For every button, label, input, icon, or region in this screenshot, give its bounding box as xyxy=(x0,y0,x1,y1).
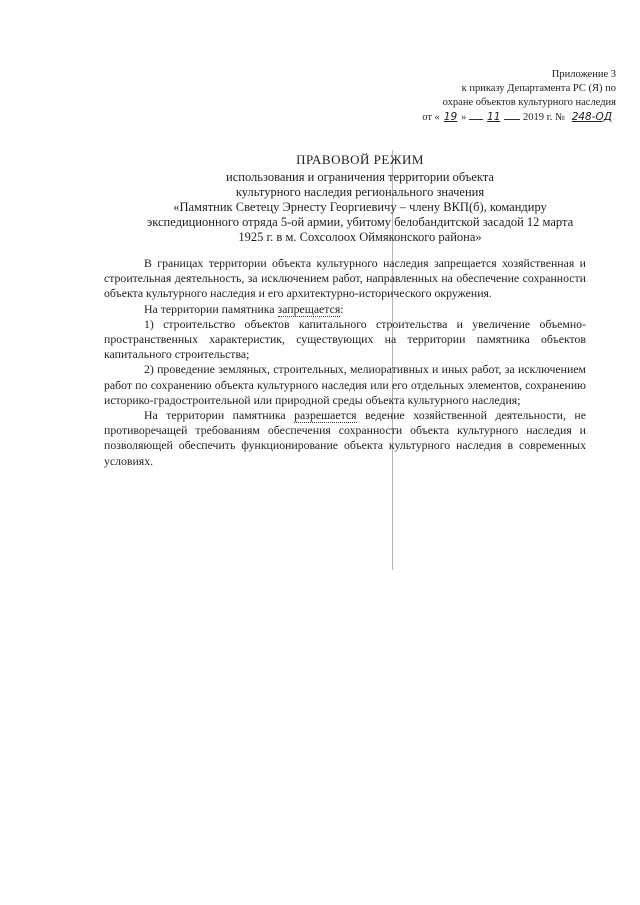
order-number: 248-ОД xyxy=(571,111,612,123)
appendix-header xyxy=(422,68,616,125)
subtitle-line: 1925 г. в м. Сохсолоох Оймяконского района» xyxy=(238,230,482,244)
appendix-number: Приложение 3 xyxy=(551,69,616,80)
subtitle-line: культурного наследия регионального значения xyxy=(235,185,485,199)
date-mid: » xyxy=(461,112,470,123)
prohibited-colon: : xyxy=(340,301,344,316)
subtitle-line: использования и ограничения территории объекта xyxy=(226,170,494,184)
permitted-word: разрешается xyxy=(294,408,357,423)
subtitle-line: экспедиционного отряда 5-ой армии, убитому белобандитской засадой 12 марта xyxy=(146,215,574,229)
document-subtitle xyxy=(140,170,580,245)
paragraph-prohibited-heading xyxy=(104,302,586,317)
document-title: ПРАВОВОЙ РЕЖИМ xyxy=(296,152,424,167)
paragraph-permitted xyxy=(104,408,586,469)
appendix-department: охране объектов культурного наследия xyxy=(442,97,616,108)
appendix-date-line xyxy=(422,110,616,125)
paragraph-item-2: 2) проведение земляных, строительных, мелиоративных и иных работ, за исключением работ по сохранению объекта культурного наследия или его отдельных элементов, сохранению историко-градостроительной или природной среды объекта культурного наследия; xyxy=(104,362,586,407)
date-prefix: от « xyxy=(422,112,440,123)
permitted-text: ведение хозяйственной деятельности, не противоречащей требованиям обеспечения сохранности объекта культурного наследия и позволяющей обеспечить функционирование объекта культурного наследия в современных условиях. xyxy=(104,408,586,468)
paragraph-prohibition-general: В границах территории объекта культурного наследия запрещается хозяйственная и строительная деятельность, за исключением работ, направленных на обеспечение сохранности объекта культурного наследия и его архитектурно-исторического окружения. xyxy=(104,256,586,301)
date-month: 11 xyxy=(487,111,501,123)
date-year: 2019 г. № xyxy=(523,112,566,123)
appendix-order-ref: к приказу Департамента РС (Я) по xyxy=(461,83,616,94)
permitted-prefix: На территории памятника xyxy=(144,408,295,423)
date-day: 19 xyxy=(443,111,458,123)
document-body xyxy=(104,256,586,469)
subtitle-line: «Памятник Светецу Эрнесту Георгиевичу – члену ВКП(б), командиру xyxy=(173,200,547,214)
prohibited-word: запрещается xyxy=(277,301,341,316)
prohibited-prefix: На территории памятника xyxy=(144,301,278,316)
paragraph-item-1: 1) строительство объектов капитального строительства и увеличение объемно- пространственных характеристик, существующих на территории памятника объектов капитального строительства; xyxy=(104,316,586,362)
